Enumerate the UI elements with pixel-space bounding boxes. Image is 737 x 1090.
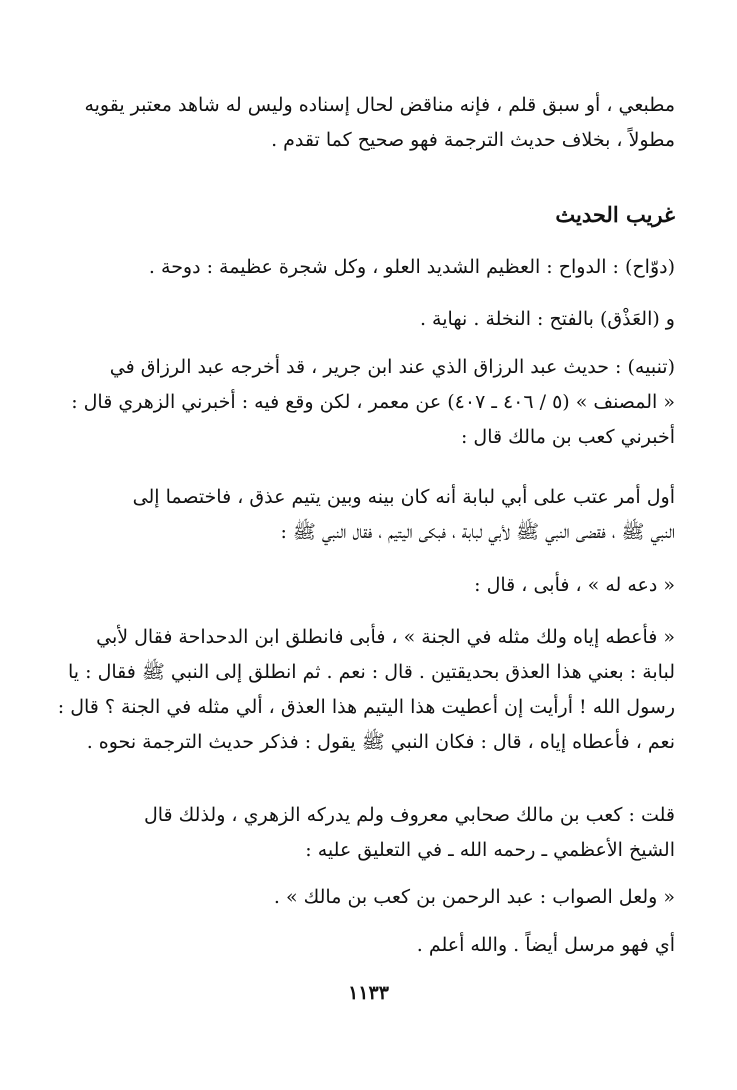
text-line: قلت : كعب بن مالك صحابي معروف ولم يدركه الزهري ، ولذلك قال (143, 804, 675, 826)
quote-paragraph (60, 880, 675, 915)
text-line: مطبعي ، أو سبق قلم ، فإنه مناقض لحال إسناده وليس له شاهد معتبر يقويه (84, 94, 675, 116)
tanbih-paragraph (60, 350, 675, 455)
closing-paragraph (60, 928, 675, 963)
text-line: (تنبيه) : حديث عبد الرزاق الذي عند ابن جرير ، قد أخرجه عبد الرزاق في (109, 356, 675, 378)
gharib-entry-2 (60, 302, 675, 337)
text-line: رسول الله ! أرأيت إن أعطيت هذا اليتيم هذا العذق ، ألي مثله في الجنة ؟ قال : (57, 696, 675, 718)
text-line: نعم ، فأعطاه إياه ، قال : فكان النبي ﷺ يقول : فذكر حديث الترجمة نحوه . (86, 731, 675, 753)
text-line: « فأعطه إياه ولك مثله في الجنة » ، فأبى فانطلق ابن الدحداحة فقال لأبي (96, 626, 675, 648)
text-line: و (العَذْق) بالفتح : النخلة . نهاية . (419, 308, 675, 330)
page-number: ١١٣٣ (348, 982, 389, 1004)
text-line: مطولاً ، بخلاف حديث الترجمة فهو صحيح كما تقدم . (271, 129, 675, 151)
hadith-paragraph-1 (60, 480, 675, 550)
intro-paragraph (60, 88, 675, 158)
hadith-paragraph-2 (60, 568, 675, 603)
section-heading: غريب الحديث (555, 202, 675, 227)
hadith-paragraph-3 (57, 620, 675, 760)
text-line: « ولعل الصواب : عبد الرحمن بن كعب بن مالك » . (273, 886, 675, 908)
text-line: « المصنف » (٥ / ٤٠٦ ـ ٤٠٧) عن معمر ، لكن وقع فيه : أخبرني الزهري قال : (71, 391, 675, 413)
text-line: أول أمر عتب على أبي لبابة أنه كان بينه وبين يتيم عذق ، فاختصما إلى (132, 486, 675, 508)
text-line: « دعه له » ، فأبى ، قال : (474, 574, 675, 596)
text-line: أي فهو مرسل أيضاً . والله أعلم . (416, 934, 675, 956)
text-line: لبابة : بعني هذا العذق بحديقتين . قال : نعم . ثم انطلق إلى النبي ﷺ فقال : يا (68, 661, 675, 683)
text-line: (دوّاح) : الدواح : العظيم الشديد العلو ، وكل شجرة عظيمة : دوحة . (148, 256, 675, 278)
gharib-entry-1 (60, 250, 675, 285)
qultu-paragraph (60, 798, 675, 868)
text-line: النبي ﷺ ، فقضى النبي ﷺ لأبي لبابة ، فبكى اليتيم ، فقال النبي ﷺ : (280, 521, 675, 543)
text-line: أخبرني كعب بن مالك قال : (460, 426, 675, 448)
text-line: الشيخ الأعظمي ـ رحمه الله ـ في التعليق عليه : (305, 839, 675, 861)
